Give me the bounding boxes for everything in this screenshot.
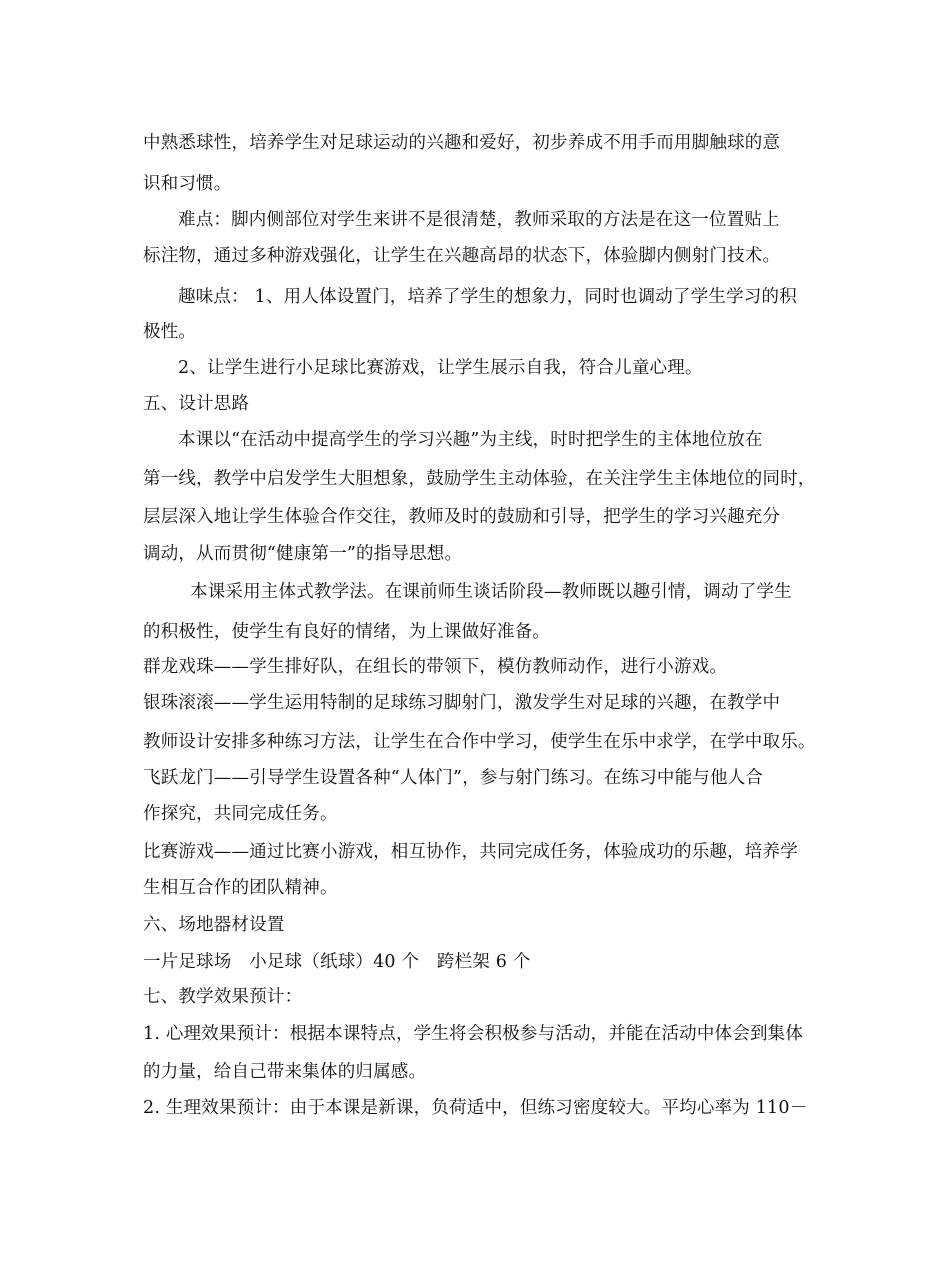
text-line: 飞跃龙门——引导学生设置各种“人体门”，参与射门练习。在练习中能与他人合: [143, 768, 764, 788]
text-line: 银珠滚滚——学生运用特制的足球练习脚射门，激发学生对足球的兴趣，在教学中: [143, 693, 781, 713]
section-heading: 五、设计思路: [143, 394, 250, 414]
text-line: 识和习惯。: [143, 174, 232, 194]
text-line: 教师设计安排多种练习方法，让学生在合作中学习，使学生在乐中求学，在学中取乐。: [143, 732, 816, 752]
text-line: 层层深入地让学生体验合作交往，教师及时的鼓励和引导，把学生的学习兴趣充分: [143, 507, 781, 527]
text-line: 的力量，给自己带来集体的归属感。: [143, 1062, 427, 1082]
text-line: 第一线，教学中启发学生大胆想象，鼓励学生主动体验，在关注学生主体地位的同时，: [143, 469, 816, 489]
text-line: 比赛游戏——通过比赛小游戏，相互协作，共同完成任务，体验成功的乐趣，培养学: [143, 842, 798, 862]
text-line: 标注物，通过多种游戏强化，让学生在兴趣高昂的状态下，体验脚内侧射门技术。: [143, 246, 781, 266]
text-line: 的积极性，使学生有良好的情绪，为上课做好准备。: [143, 622, 551, 642]
text-line: 难点：脚内侧部位对学生来讲不是很清楚，教师采取的方法是在这一位置贴上: [178, 210, 780, 230]
text-line: 1. 心理效果预计：根据本课特点，学生将会积极参与活动，并能在活动中体会到集体: [143, 1024, 804, 1044]
text-line: 极性。: [143, 322, 197, 342]
text-line: 一片足球场 小足球（纸球）40 个 跨栏架 6 个: [143, 952, 531, 972]
text-line: 中熟悉球性，培养学生对足球运动的兴趣和爱好，初步养成不用手而用脚触球的意: [143, 133, 781, 153]
section-heading: 七、教学效果预计：: [143, 987, 303, 1007]
text-line: 调动，从而贯彻“健康第一”的指导思想。: [143, 544, 463, 564]
text-line: 趣味点： 1、用人体设置门，培养了学生的想象力，同时也调动了学生学习的积: [178, 287, 797, 307]
text-line: 群龙戏珠——学生排好队，在组长的带领下，模仿教师动作，进行小游戏。: [143, 657, 728, 677]
text-line: 本课以“在活动中提高学生的学习兴趣”为主线，时时把学生的主体地位放在: [178, 430, 763, 450]
text-line: 2、让学生进行小足球比赛游戏，让学生展示自我，符合儿童心理。: [178, 358, 703, 378]
text-line: 作探究，共同完成任务。: [143, 804, 338, 824]
text-line: 生相互合作的团队精神。: [143, 878, 338, 898]
section-heading: 六、场地器材设置: [143, 915, 285, 935]
text-line: 本课采用主体式教学法。在课前师生谈话阶段—教师既以趣引情，调动了学生: [190, 582, 792, 602]
text-line: 2. 生理效果预计：由于本课是新课，负荷适中，但练习密度较大。平均心率为 110－: [143, 1098, 808, 1118]
